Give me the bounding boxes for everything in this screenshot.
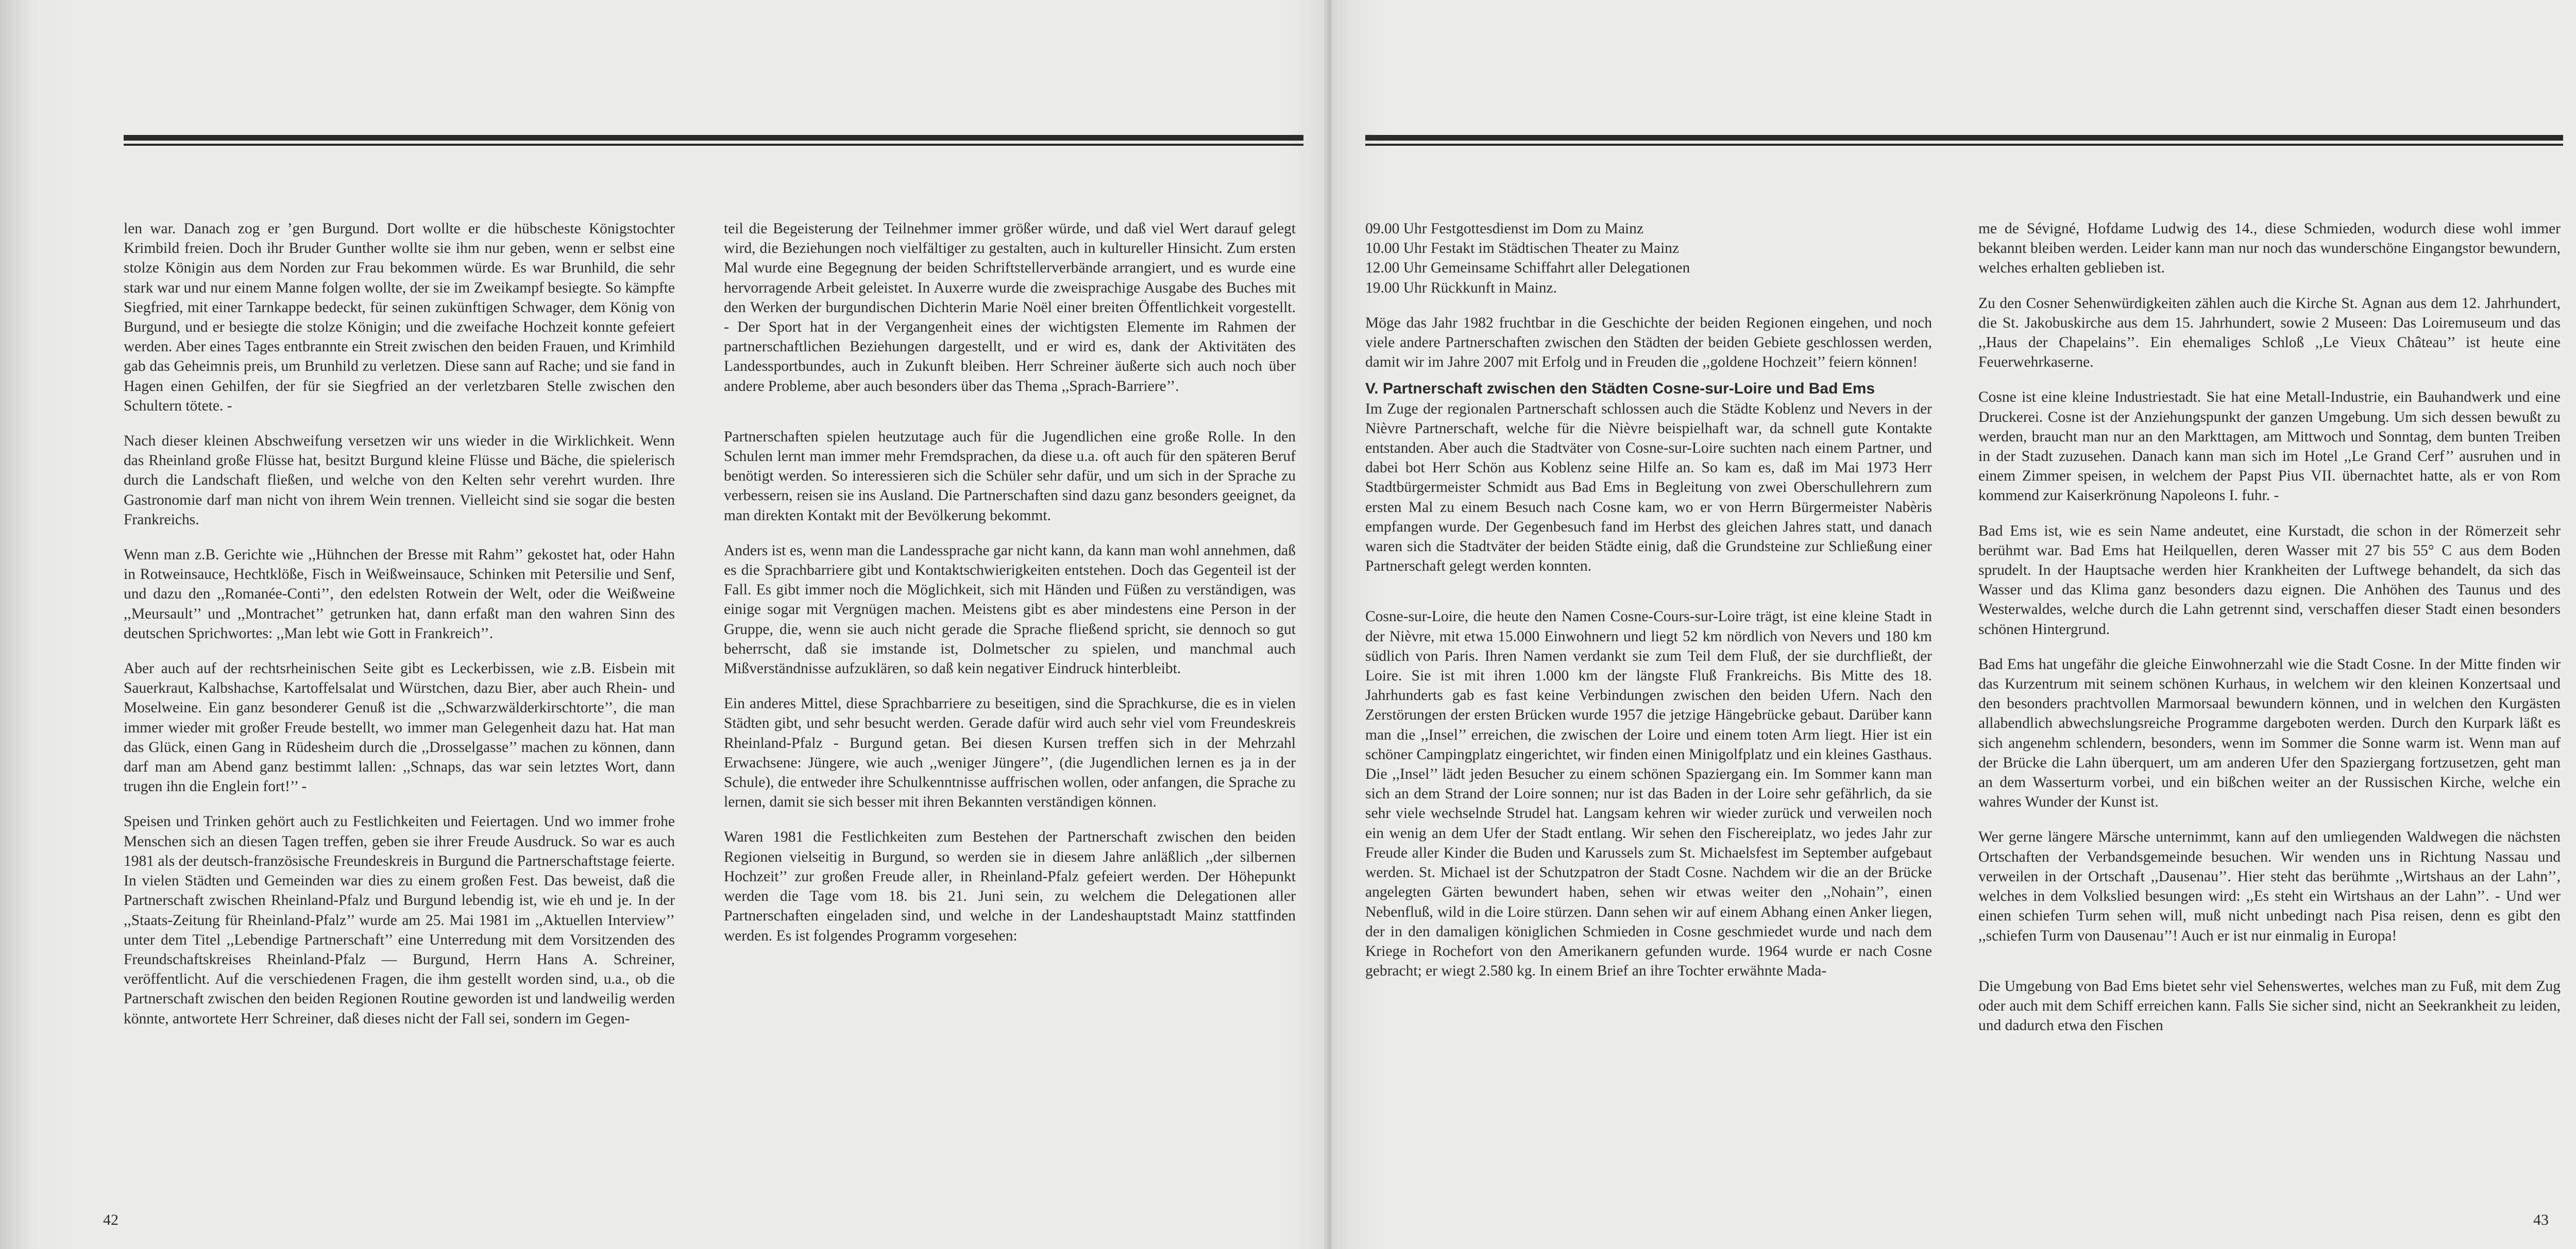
paragraph: Anders ist es, wenn man die Landessprache gar nicht kann, da kann man wohl annehmen, daß es die Sprachbarriere gibt und Kontaktschwierigkeiten entstehen. Doch das Gegenteil ist der Fall. Es gibt immer noch die Möglichkeit, sich mit Händen und Füßen zu verständigen, was einige sogar mit Vergnügen machen. Meistens gibt es aber mindestens eine Person in der Gruppe, die, wenn sie auch nicht gerade die Sprache fließend spricht, sie dennoch so gut beherrscht, daß sie imstande ist, Dolmetscher zu spielen, und manchmal auch Mißverständnisse aufzuklären, so daß kein negativer Eindruck hinterbleibt.: [724, 542, 1296, 677]
paragraph: Im Zuge der regionalen Partnerschaft schlossen auch die Städte Koblenz und Nevers in der Nièvre Partnerschaft, welche für die Nièvre beispielhaft war, da schnell gute Kontakte entstanden. Aber auch die Stadtväter von Cosne-sur-Loire suchten nach einem Partner, und dabei bot Herr Schön aus Koblenz seine Hilfe an. So kam es, daß im Mai 1973 Herr Stadtbürgermeister Schmidt aus Bad Ems in Begleitung von zwei Oberschullehrern zum ersten Mal zu einem Besuch nach Cosne kam, wo er von Herrn Bürgermeister Nabèris empfangen wurde. Der Gegenbesuch fand im Herbst des gleichen Jahres statt, und danach waren sich die Stadtväter der beiden Städte einig, daß die Grundsteine zur Schließung einer Partnerschaft gelegt werden konnten.: [1365, 400, 1932, 575]
paragraph: Speisen und Trinken gehört auch zu Festlichkeiten und Feiertagen. Und wo immer frohe Menschen sich an diesen Tagen treffen, geben sie ihrer Freude Ausdruck. So war es auch 1981 als der deutsch-französische Freundeskreis in Burgund die Partnerschaftstage feierte. In vielen Städten und Gemeinden war dies zu einem großen Fest. Das beweist, daß die Partnerschaft zwischen Rheinland-Pfalz und Burgund lebendig ist, wie eh und je. In der ,,Staats-Zeitung für Rheinland-Pfalz’’ wurde am 25. Mai 1981 im ,,Aktuellen Interview’’ unter dem Titel ,,Lebendige Partnerschaft’’ eine Unterredung mit dem Vorsitzenden des Freundschaftskreises Rheinland-Pfalz — Burgund, Herrn Hans A. Schreiner, veröffentlicht. Auf die verschiedenen Fragen, die ihm gestellt worden sind, u.a., ob die Partnerschaft zwischen den beiden Regionen Routine geworden ist und landweilig werden könnte, antwortete Herr Schreiner, daß dieses nicht der Fall sei, sondern im Gegen-: [124, 813, 675, 1027]
paragraph: Cosne ist eine kleine Industriestadt. Sie hat eine Metall-Industrie, ein Bauhandwerk und eine Druckerei. Cosne ist der Anziehungspunkt der ganzen Umgebung. Um sich dessen bewußt zu werden, braucht man nur an den Markttagen, am Mittwoch und Sonntag, dem bunten Treiben in der Stadt zuzusehen. Danach kann man sich im Hotel ,,Le Grand Cerf’’ ausruhen und in einem Zimmer speisen, in welchem der Papst Pius VII. übernachtet hatte, als er von Rom kommend zur Kaiserkrönung Napoleons I. fuhr. -: [1978, 389, 2561, 504]
header-rule: [1365, 135, 2563, 148]
left-column-2: [724, 219, 1296, 961]
paragraph: Waren 1981 die Festlichkeiten zum Bestehen der Partnerschaft zwischen den beiden Regionen vielseitig in Burgund, so werden sie in diesem Jahre anläßlich ,,der silbernen Hochzeit’’ zur großen Freude aller, in Rheinland-Pfalz gefeiert werden. Der Höhepunkt werden die Tage vom 18. bis 21. Juni sein, zu welchem die Delegationen aller Partnerschaften eingeladen sind, und welche in der Landeshauptstadt Mainz stattfinden werden. Es ist folgendes Programm vorgesehen:: [724, 829, 1296, 944]
paragraph: len war. Danach zog er ’gen Burgund. Dort wollte er die hübscheste Königstochter Krimbild freien. Doch ihr Bruder Gunther wollte sie ihm nur geben, wenn er selbst eine stolze Königin aus dem Norden zur Frau bekommen würde. Es war Brunhild, die sehr stark war und nur einem Manne folgen wollte, der sie im Zweikampf besiegte. So kämpfte Siegfried, mit einer Tarnkappe bedeckt, für seinen zukünftigen Schwager, dem König von Burgund, und er besiegte die stolze Königin; und die zweifache Hochzeit konnte gefeiert werden. Aber eines Tages entbrannte ein Streit zwischen den beiden Frauen, und Krimhild gab das Geheimnis preis, um Brunhild zu verletzen. Diese sann auf Rache; und sie fand in Hagen einen Gehilfen, der für sie Siegfried an der verletzbaren Stelle zwischen den Schultern tötete. -: [124, 220, 675, 414]
right-page: [1331, 0, 2576, 1249]
paragraph: Cosne-sur-Loire, die heute den Namen Cosne-Cours-sur-Loire trägt, ist eine kleine Stadt in der Nièvre, mit etwa 15.000 Einwohnern und liegt 52 km nördlich von Nevers und 180 km südlich von Paris. Ihren Namen verdankt sie zum Teil dem Fluß, der sie durchfließt, der Loire. Sie ist mit ihren 1.000 km der längste Fluß Frankreichs. Bis Mitte des 18. Jahrhunderts gab es fast keine Verbindungen zwischen den beiden Ufern. Nach den Zerstörungen der ersten Brücken wurde 1957 die jetzige Hängebrücke gebaut. Darüber kann man die ,,Insel’’ erreichen, die zwischen der Loire und einem toten Arm liegt. Hier ist ein schöner Campingplatz eingerichtet, wir finden einen Minigolfplatz und ein kleines Gasthaus. Die ,,Insel’’ lädt jeden Besucher zu einem schönen Spaziergang ein. Im Sommer kann man sich an dem Strand der Loire sonnen; nur ist das Baden in der Loire sehr gefährlich, da sie sehr viele wechselnde Strudel hat. Langsam kehren wir wieder zurück und verweilen noch ein wenig an dem Ufer der Stadt entlang. Wir sehen den Fischereiplatz, wo jedes Jahr zur Freude aller Kinder die Buden und Karussels zum St. Michaelsfest im September aufgebaut werden. St. Michael ist der Schutzpatron der Stadt Cosne. Nachdem wir die an der Brücke angelegten Gärten bewundert haben, sehen wir etwas weiter den ,,Nohain’’, einen Nebenfluß, wild in die Loire stürzen. Dann sehen wir auf einem Abhang einen Anker liegen, der in den damaligen königlichen Schmieden in Cosne geschmiedet wurde und nach dem Kriege in Rochefort von den Amerikanern gefunden wurde. 1964 wurde er nach Cosne gebracht; er wiegt 2.580 kg. In einem Brief an ihre Tochter erwähnte Mada-: [1365, 608, 1932, 980]
right-column-2: [1978, 219, 2561, 1051]
schedule-item: 09.00 Uhr Festgottesdienst im Dom zu Mainz: [1365, 220, 1643, 237]
page-number: 43: [2533, 1211, 2549, 1228]
festival-schedule: [1365, 219, 1932, 298]
paragraph: teil die Begeisterung der Teilnehmer immer größer würde, und daß viel Wert darauf gelegt wird, die Beziehungen noch vielfältiger zu gestalten, auch in kultureller Hinsicht. Zum ersten Mal wurde eine Begegnung der beiden Schriftstellerverbände arrangiert, und es wurde eine hervorragende Arbeit geleistet. In Auxerre wurde die zweisprachige Ausgabe des Buches mit den Werken der burgundischen Dichterin Marie Noël einer breiten Öffentlichkeit vorgestellt. - Der Sport hat in der Vergangenheit eines der wichtigsten Elemente im Rahmen der partnerschaftlichen Beziehungen dargestellt, und er wird es, dank der Aktivitäten des Landessportbundes, auch in Zukunft bleiben. Herr Schreiner äußerte sich auch noch über andere Probleme, aber auch besonders über das Thema ,,Sprach-Barriere’’.: [724, 220, 1296, 395]
header-rule: [124, 135, 1303, 148]
paragraph: Bad Ems hat ungefähr die gleiche Einwohnerzahl wie die Stadt Cosne. In der Mitte finden wir das Kurzentrum mit seinem schönen Kurhaus, in welchem wir den kleinen Konzertsaal und den besonders prachtvollen Marmorsaal bewundern können, und in welchen den Kurgästen allabendlich abwechslungsreiche Programme dargeboten werden. Durch den Kurpark läßt es sich angenehm schlendern, besonders, wenn im Sommer die Sonne warm ist. Wenn man auf der Brücke die Lahn überquert, um am anderen Ufer den Spaziergang fortzusetzen, geht man an dem Wasserturm vorbei, und ein bißchen weiter an der Russischen Kirche, welche ein wahres Wunder der Kunst ist.: [1978, 656, 2561, 811]
section-heading: V. Partnerschaft zwischen den Städten Cosne-sur-Loire und Bad Ems: [1365, 380, 1875, 398]
paragraph: Wer gerne längere Märsche unternimmt, kann auf den umliegenden Waldwegen die nächsten Ortschaften der Verbandsgemeinde besuchen. Wir wenden uns in Richtung Nassau und verweilen in der Ortschaft ,,Dausenau’’. Hier steht das berühmte ,,Wirtshaus an der Lahn’’, welches in dem Volkslied besungen wird: ,,Es steht ein Wirtshaus an der Lahn’’. - Und wer einen schiefen Turm sehen will, muß nicht unbedingt nach Pisa reisen, denn es gibt den ,,schiefen Turm von Dausenau’’! Auch er ist nur einmalig in Europa!: [1978, 829, 2561, 944]
paragraph: Zu den Cosner Sehenwürdigkeiten zählen auch die Kirche St. Agnan aus dem 12. Jahrhundert, die St. Jakobuskirche aus dem 15. Jahrhundert, sowie 2 Museen: Das Loiremuseum und das ,,Haus der Chapelains’’. Ein ehemaliges Schloß ,,Le Vieux Château’’ ist heute eine Feuerwehrkaserne.: [1978, 295, 2561, 371]
paragraph: me de Sévigné, Hofdame Ludwig des 14., diese Schmieden, wodurch diese wohl immer bekannt bleiben werden. Leider kann man nur noch das wunderschöne Eingangstor bewundern, welches erhalten geblieben ist.: [1978, 220, 2561, 277]
schedule-item: 12.00 Uhr Gemeinsame Schiffahrt aller Delegationen: [1365, 260, 1690, 277]
paragraph: Bad Ems ist, wie es sein Name andeutet, eine Kurstadt, die schon in der Römerzeit sehr berühmt war. Bad Ems hat Heilquellen, deren Wasser mit 27 bis 55° C aus dem Boden sprudelt. In der Hauptsache werden hier Krankheiten der Luftwege behandelt, da sich das Wasser und das Klima ganz besonders dazu eignen. Die Anhöhen des Taunus und des Westerwaldes, welche durch die Lahn getrennt sind, verschaffen dieser Stadt einen besonders schönen Hintergrund.: [1978, 522, 2561, 638]
paragraph: Die Umgebung von Bad Ems bietet sehr viel Sehenswertes, welches man zu Fuß, mit dem Zug oder auch mit dem Schiff erreichen kann. Falls Sie sicher sind, nicht an Seekrankheit zu leiden, und dadurch etwa den Fischen: [1978, 978, 2561, 1034]
page-number: 42: [103, 1211, 118, 1228]
right-column-1: [1365, 219, 1932, 996]
paragraph: Partnerschaften spielen heutzutage auch für die Jugendlichen eine große Rolle. In den Schulen lernt man immer mehr Fremdsprachen, da diese u.a. oft auch für den späteren Beruf benötigt werden. So interessieren sich die Schüler sehr dafür, und um sich in der Sprache zu verbessern, reisen sie ins Ausland. Die Partnerschaften sind dazu ganz besonders geeignet, da man direkten Kontakt mit der Bevölkerung bekommt.: [724, 428, 1296, 524]
schedule-item: 10.00 Uhr Festakt im Städtischen Theater zu Mainz: [1365, 240, 1679, 257]
left-column-1: [124, 219, 675, 1044]
paragraph: Ein anderes Mittel, diese Sprachbarriere zu beseitigen, sind die Sprachkurse, die es in vielen Städten gibt, und sehr besucht werden. Gerade dafür wird auch sehr viel vom Freundeskreis Rheinland-Pfalz - Burgund getan. Bei diesen Kursen treffen sich in der Mehrzahl Erwachsene: Jüngere, wie auch ,,weniger Jüngere’’, (die Jugendlichen lernen es ja in der Schule), die entweder ihre Schulkenntnisse auffrischen wollen, oder anfangen, die Sprache zu lernen, damit sie sich besser mit ihren Bekannten verständigen können.: [724, 695, 1296, 811]
paragraph: Nach dieser kleinen Abschweifung versetzen wir uns wieder in die Wirklichkeit. Wenn das Rheinland große Flüsse hat, besitzt Burgund kleine Flüsse und Bäche, die spielerisch durch die Landschaft fließen, und welche von den Kelten sehr verehrt wurden. Ihre Gastronomie darf man nicht von ihrem Wein trennen. Vielleicht sind sie sogar die besten Frankreichs.: [124, 433, 675, 528]
paragraph: Aber auch auf der rechtsrheinischen Seite gibt es Leckerbissen, wie z.B. Eisbein mit Sauerkraut, Kalbshachse, Kartoffelsalat und Würstchen, dazu Bier, aber auch Rhein- und Moselweine. Ein ganz besonderer Genuß ist die ,,Schwarzwälderkirschtorte’’, die man immer wieder mit großer Freude bestellt, wo immer man Gelegenheit dazu hat. Hat man das Glück, einen Gang in Rüdesheim durch die ,,Drosselgasse’’ machen zu können, dann darf man am Abend ganz bestimmt lallen: ,,Schnaps, das war sein letztes Wort, dann trugen ihn die Englein fort!’’ -: [124, 660, 675, 795]
schedule-item: 19.00 Uhr Rückkunft in Mainz.: [1365, 279, 1557, 296]
paragraph: Möge das Jahr 1982 fruchtbar in die Geschichte der beiden Regionen eingehen, und noch viele andere Partnerschaften zwischen den Städten der beiden Gebiete geschlossen werden, damit wir im Jahre 2007 mit Erfolg und in Freuden die ,,goldene Hochzeit’’ feiern können!: [1365, 314, 1932, 371]
paragraph: Wenn man z.B. Gerichte wie ,,Hühnchen der Bresse mit Rahm’’ gekostet hat, oder Hahn in Rotweinsauce, Hechtklöße, Fisch in Weißweinsauce, Schinken mit Petersilie und Senf, und dazu den ,,Romanée-Conti’’, den edelsten Rotwein der Welt, oder die Weißweine ,,Meursault’’ und ,,Montrachet’’ getrunken hat, dann erfaßt man den wahren Sinn des deutschen Sprichwortes: ,,Man lebt wie Gott in Frankreich’’.: [124, 546, 675, 642]
